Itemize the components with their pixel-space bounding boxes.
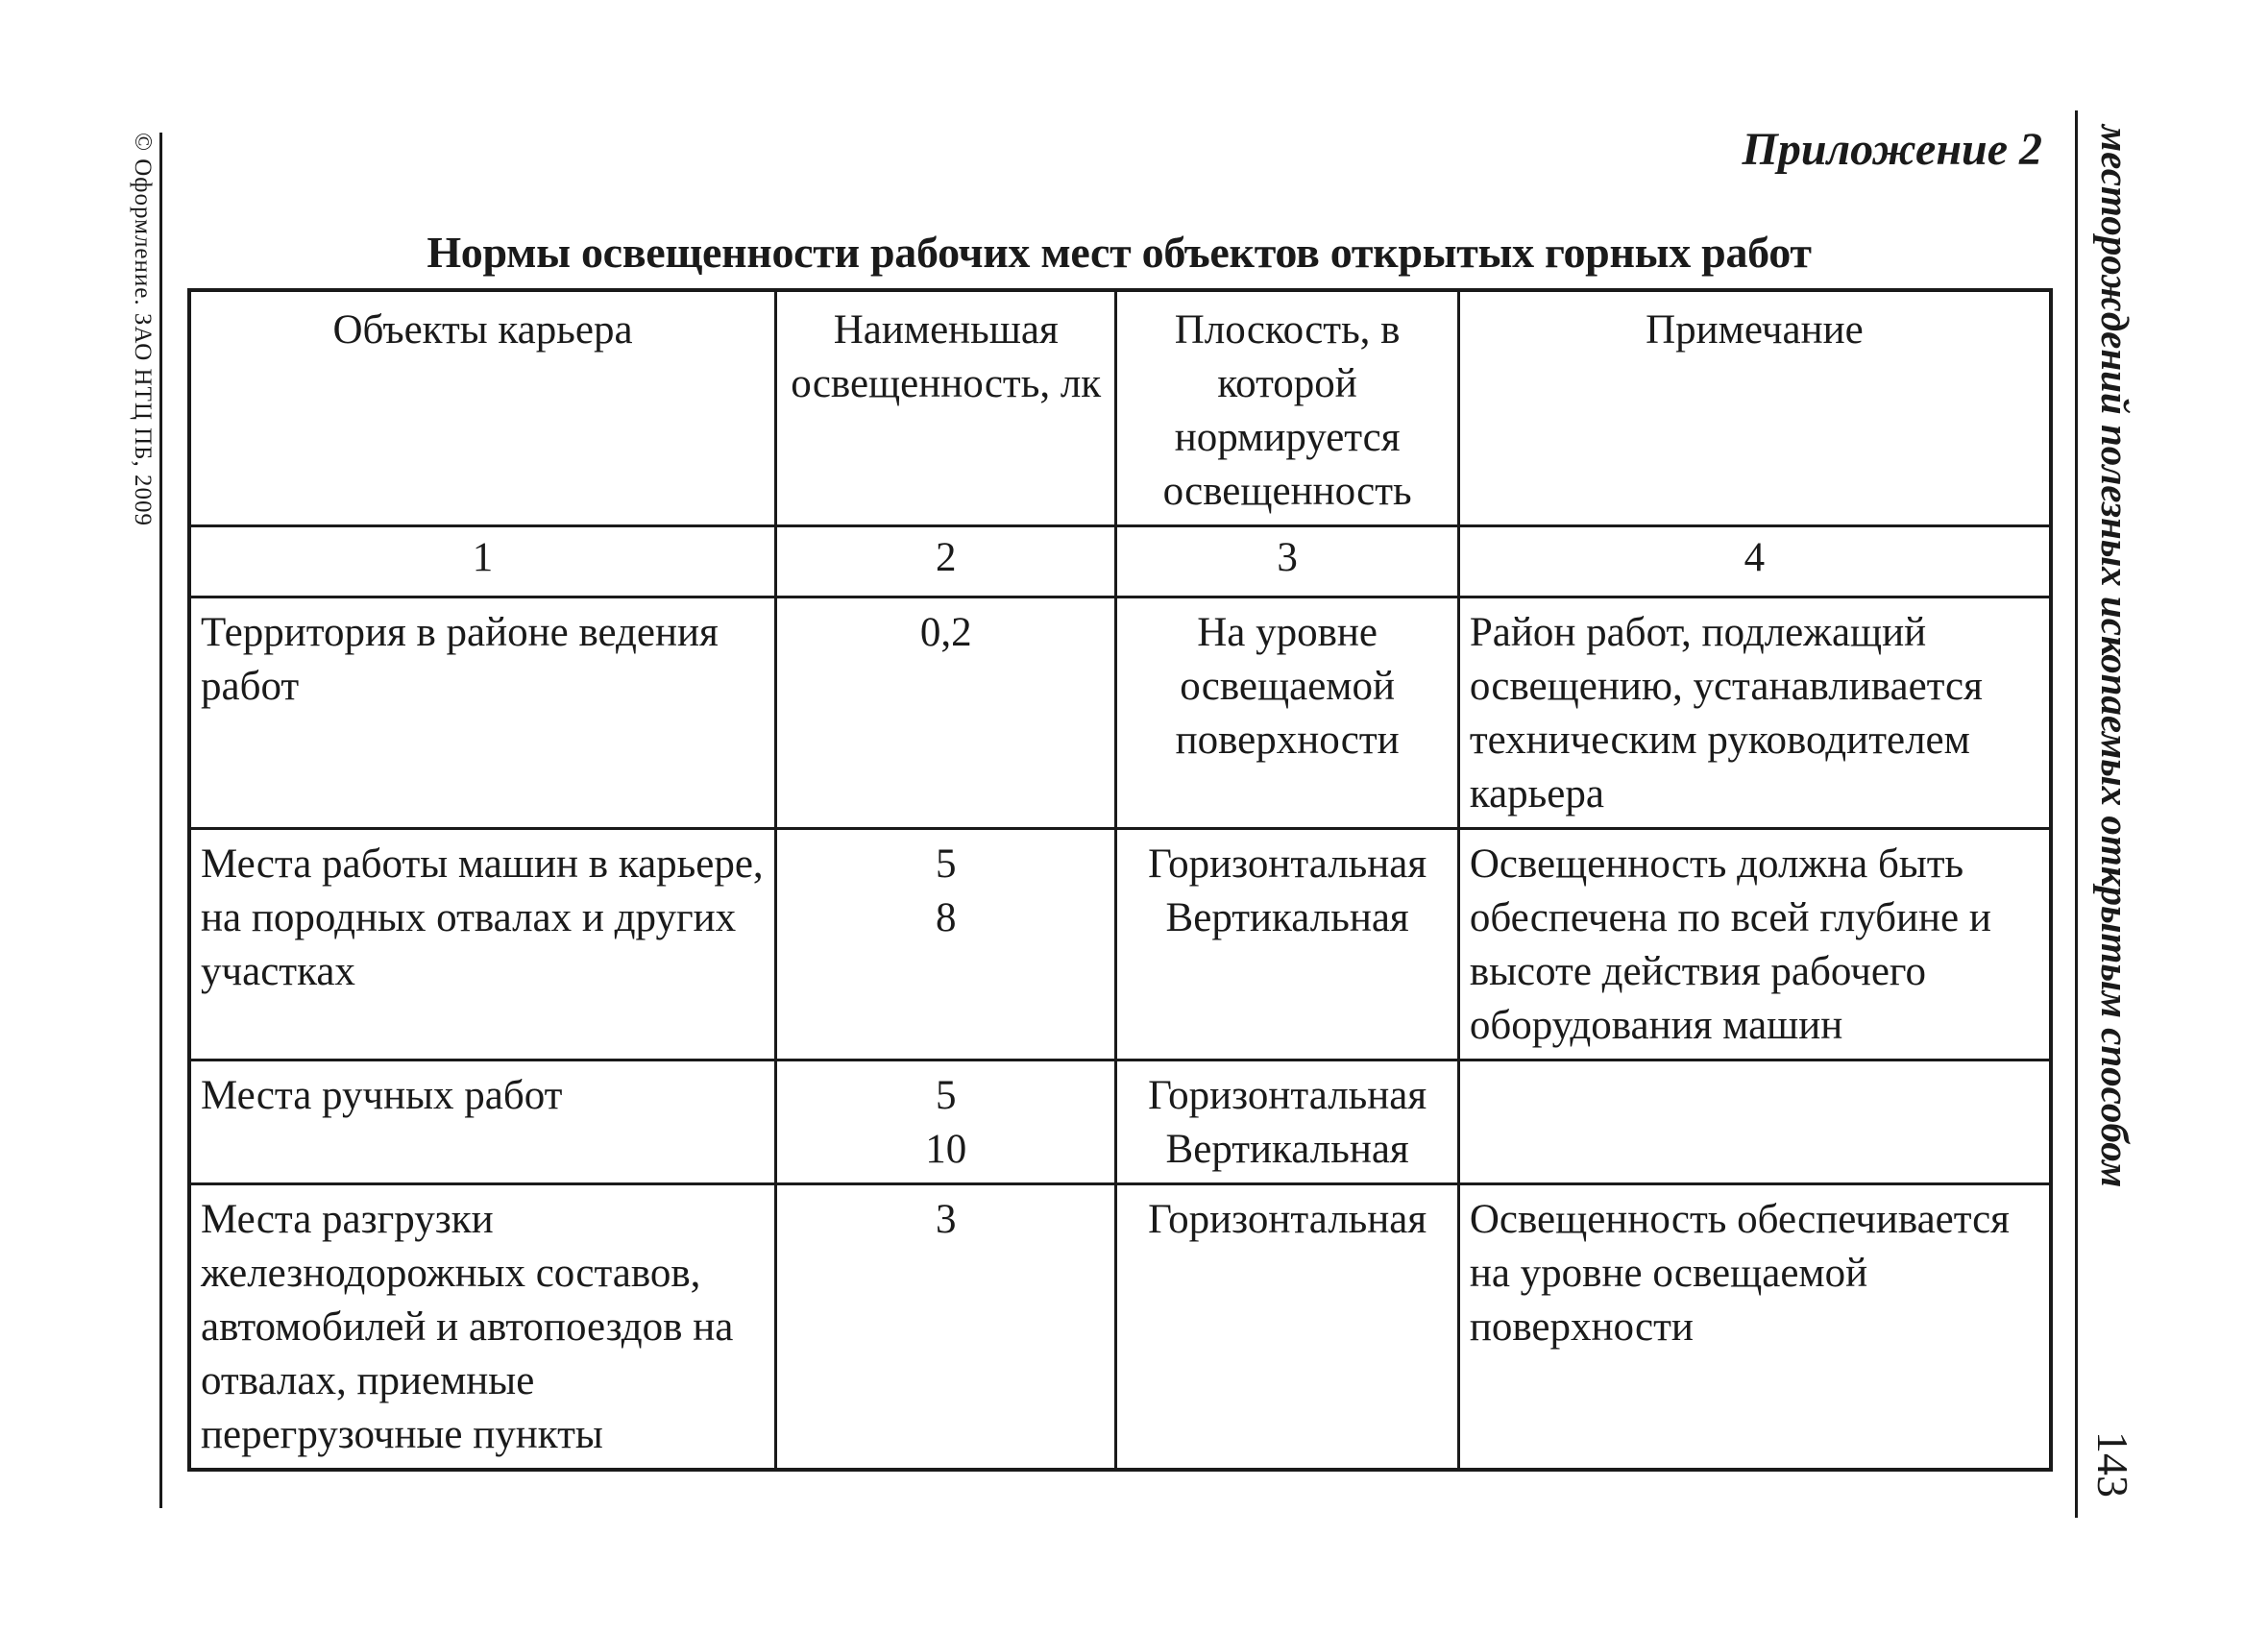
plane-value: Горизонтальная: [1148, 1197, 1427, 1242]
cell-lux: [776, 1060, 1116, 1184]
column-number: 4: [1458, 526, 2051, 597]
cell-plane: [1116, 597, 1458, 829]
illumination-norms-table: [187, 288, 2053, 1472]
plane-value: Вертикальная: [1165, 895, 1409, 940]
cell-note: Освещенность должна быть обеспечена по всей глубине и высоте действия рабочего оборудования машин: [1458, 829, 2051, 1060]
page-number-box: [2083, 1431, 2140, 1518]
lux-value: 5: [935, 1073, 957, 1118]
cell-note: Освещенность обеспечивается на уровне освещаемой поверхности: [1458, 1184, 2051, 1471]
plane-value: Горизонтальная: [1148, 1073, 1427, 1118]
column-header-note: Примечание: [1458, 290, 2051, 526]
column-number: 2: [776, 526, 1116, 597]
cell-object: Места разгрузки железнодорожных составов, автомобилей и автопоездов на отвалах, приемные перегрузочные пункты: [189, 1184, 776, 1471]
plane-value: Вертикальная: [1165, 1127, 1409, 1172]
column-number: 1: [189, 526, 776, 597]
running-title: месторождений полезных ископаемых открытым способом: [2093, 125, 2137, 1188]
column-number: 3: [1116, 526, 1458, 597]
copyright-text: © Оформление. ЗАО НТЦ ПБ, 2009: [130, 133, 156, 527]
appendix-label: Приложение 2: [1742, 124, 2042, 175]
cell-object: Места работы машин в карьере, на породных отвалах и других участках: [189, 829, 776, 1060]
cell-object: Места ручных работ: [189, 1060, 776, 1184]
table-row: [189, 829, 2051, 1060]
column-header-plane: Плоскость, в которой нормируется освещенность: [1116, 290, 1458, 526]
plane-value: Горизонтальная: [1148, 841, 1427, 887]
table-row: [189, 597, 2051, 829]
copyright-sidebar: [117, 133, 156, 632]
page-number: 143: [2088, 1431, 2137, 1498]
lux-value: 8: [935, 895, 957, 940]
lux-value: 3: [935, 1197, 957, 1242]
table-row: [189, 1060, 2051, 1184]
lux-value: 5: [935, 841, 957, 887]
cell-object: Территория в районе ведения работ: [189, 597, 776, 829]
document-title: Нормы освещенности рабочих мест объектов открытых горных работ: [427, 228, 1812, 277]
right-margin-rule: [2075, 110, 2078, 1518]
cell-plane: [1116, 1060, 1458, 1184]
lux-value: 0,2: [919, 610, 972, 655]
cell-plane: [1116, 1184, 1458, 1471]
cell-note: Район работ, подлежащий освещению, устанавливается техническим руководителем карьера: [1458, 597, 2051, 829]
lux-value: 10: [925, 1127, 967, 1172]
cell-note: [1458, 1060, 2051, 1184]
column-number-row: [189, 526, 2051, 597]
table-row: [189, 1184, 2051, 1471]
cell-plane: [1116, 829, 1458, 1060]
column-header-lux: Наименьшая освещенность, лк: [776, 290, 1116, 526]
table-header-row: [189, 290, 2051, 526]
running-title-sidebar: [2083, 125, 2140, 1188]
left-margin-rule: [159, 133, 162, 1508]
column-header-objects: Объекты карьера: [189, 290, 776, 526]
cell-lux: [776, 597, 1116, 829]
cell-lux: [776, 1184, 1116, 1471]
cell-lux: [776, 829, 1116, 1060]
plane-value: На уровне освещаемой поверхности: [1175, 610, 1400, 763]
